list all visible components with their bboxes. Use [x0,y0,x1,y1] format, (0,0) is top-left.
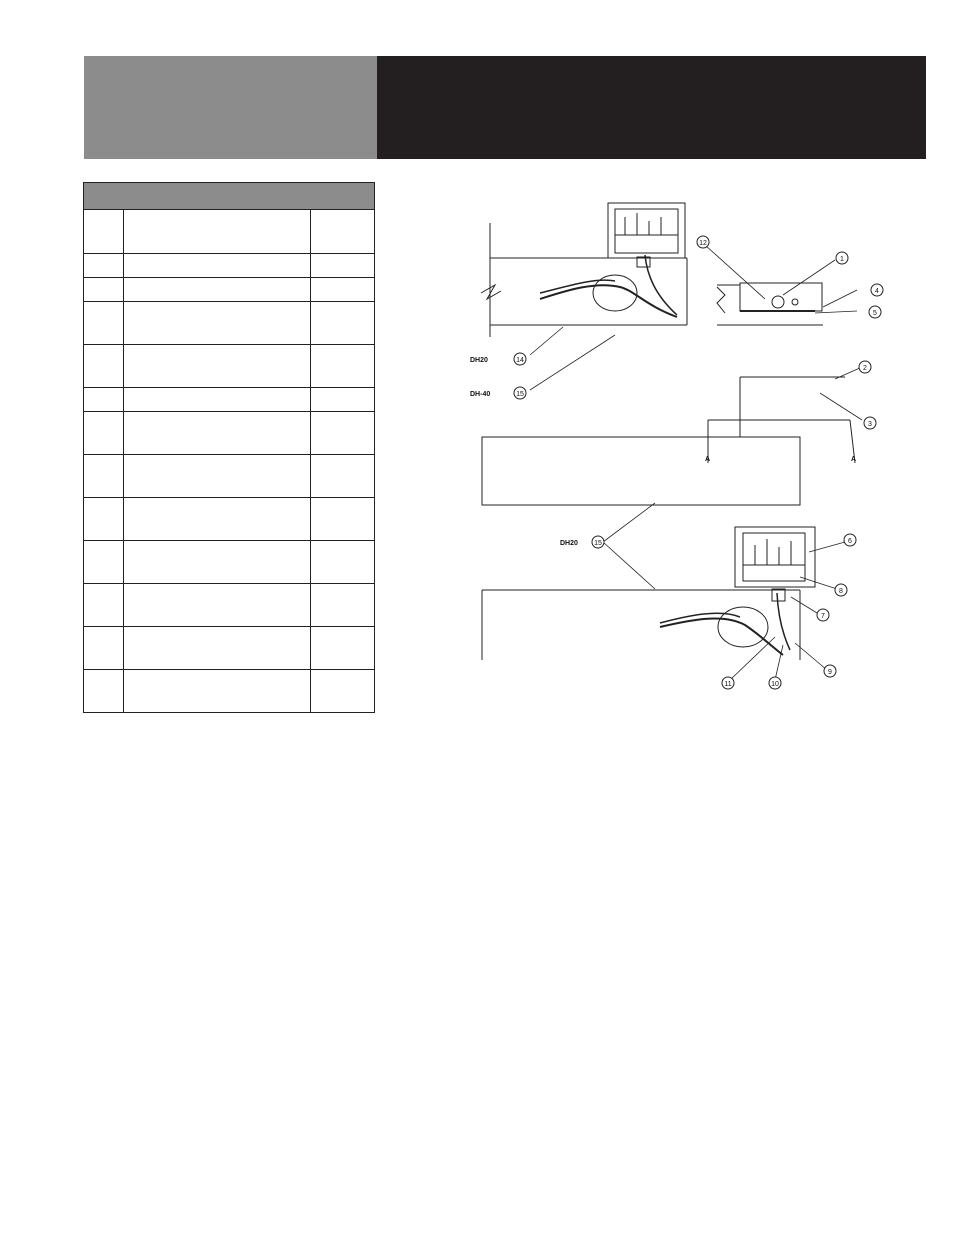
table-cell [311,627,374,669]
table-cell [311,302,374,344]
table-cell [311,412,374,454]
table-row [84,626,374,669]
table-cell [124,388,311,411]
table-cell [84,302,124,344]
callout-11: 11 [724,681,732,688]
callout-15-top: 15 [516,391,524,398]
table-row [84,344,374,387]
callout-3: 3 [868,421,872,428]
table-row [84,210,374,253]
table-cell [311,278,374,301]
callout-5: 5 [873,310,877,317]
table-cell [84,627,124,669]
table-row [84,454,374,497]
callout-4: 4 [875,288,879,295]
header-black-panel [377,56,926,159]
callout-6: 6 [848,538,852,545]
table-cell [311,498,374,540]
junction-box-top [608,203,685,258]
table-cell [124,210,311,253]
section-marker-a-right: A [851,456,857,463]
callout-2: 2 [863,365,867,372]
table-cell [84,541,124,583]
table-row [84,669,374,712]
table-row [84,301,374,344]
callout-10: 10 [771,681,779,688]
table-cell [84,498,124,540]
table-cell [311,670,374,712]
table-cell [124,254,311,277]
table-row [84,583,374,626]
table-row [84,253,374,277]
table-cell [84,278,124,301]
table-cell [311,345,374,387]
table-cell [84,388,124,411]
header-grey-panel [84,56,377,159]
table-cell [311,455,374,497]
table-cell [311,254,374,277]
callout-7: 7 [821,613,825,620]
table-row [84,277,374,301]
parts-table [83,182,375,713]
table-cell [84,412,124,454]
table-cell [84,455,124,497]
table-cell [124,345,311,387]
table-row [84,411,374,454]
table-cell [84,210,124,253]
table-row [84,540,374,583]
table-cell [84,254,124,277]
table-cell [124,278,311,301]
table-cell [84,584,124,626]
table-cell [124,302,311,344]
callout-1: 1 [840,256,844,263]
model-label-dh20-top: DH20 [470,357,488,364]
callout-12: 12 [699,240,707,247]
callout-15-bottom: 15 [594,540,602,547]
model-label-dh40: DH-40 [470,391,491,398]
table-cell [311,584,374,626]
table-cell [124,541,311,583]
table-cell [124,670,311,712]
table-cell [124,498,311,540]
table-cell [311,388,374,411]
table-cell [84,670,124,712]
table-row [84,387,374,411]
model-label-dh20-bottom: DH20 [560,540,578,547]
table-cell [311,541,374,583]
table-row [84,497,374,540]
table-cell [84,345,124,387]
callout-8: 8 [839,588,843,595]
callout-9: 9 [828,669,832,676]
table-cell [124,584,311,626]
table-cell [124,455,311,497]
section-marker-a-left: A [705,456,711,463]
parts-table-body [84,210,374,712]
callout-14: 14 [516,357,524,364]
table-cell [124,412,311,454]
table-cell [311,210,374,253]
table-cell [124,627,311,669]
parts-exploded-drawing [465,195,890,695]
parts-table-header [84,183,374,210]
